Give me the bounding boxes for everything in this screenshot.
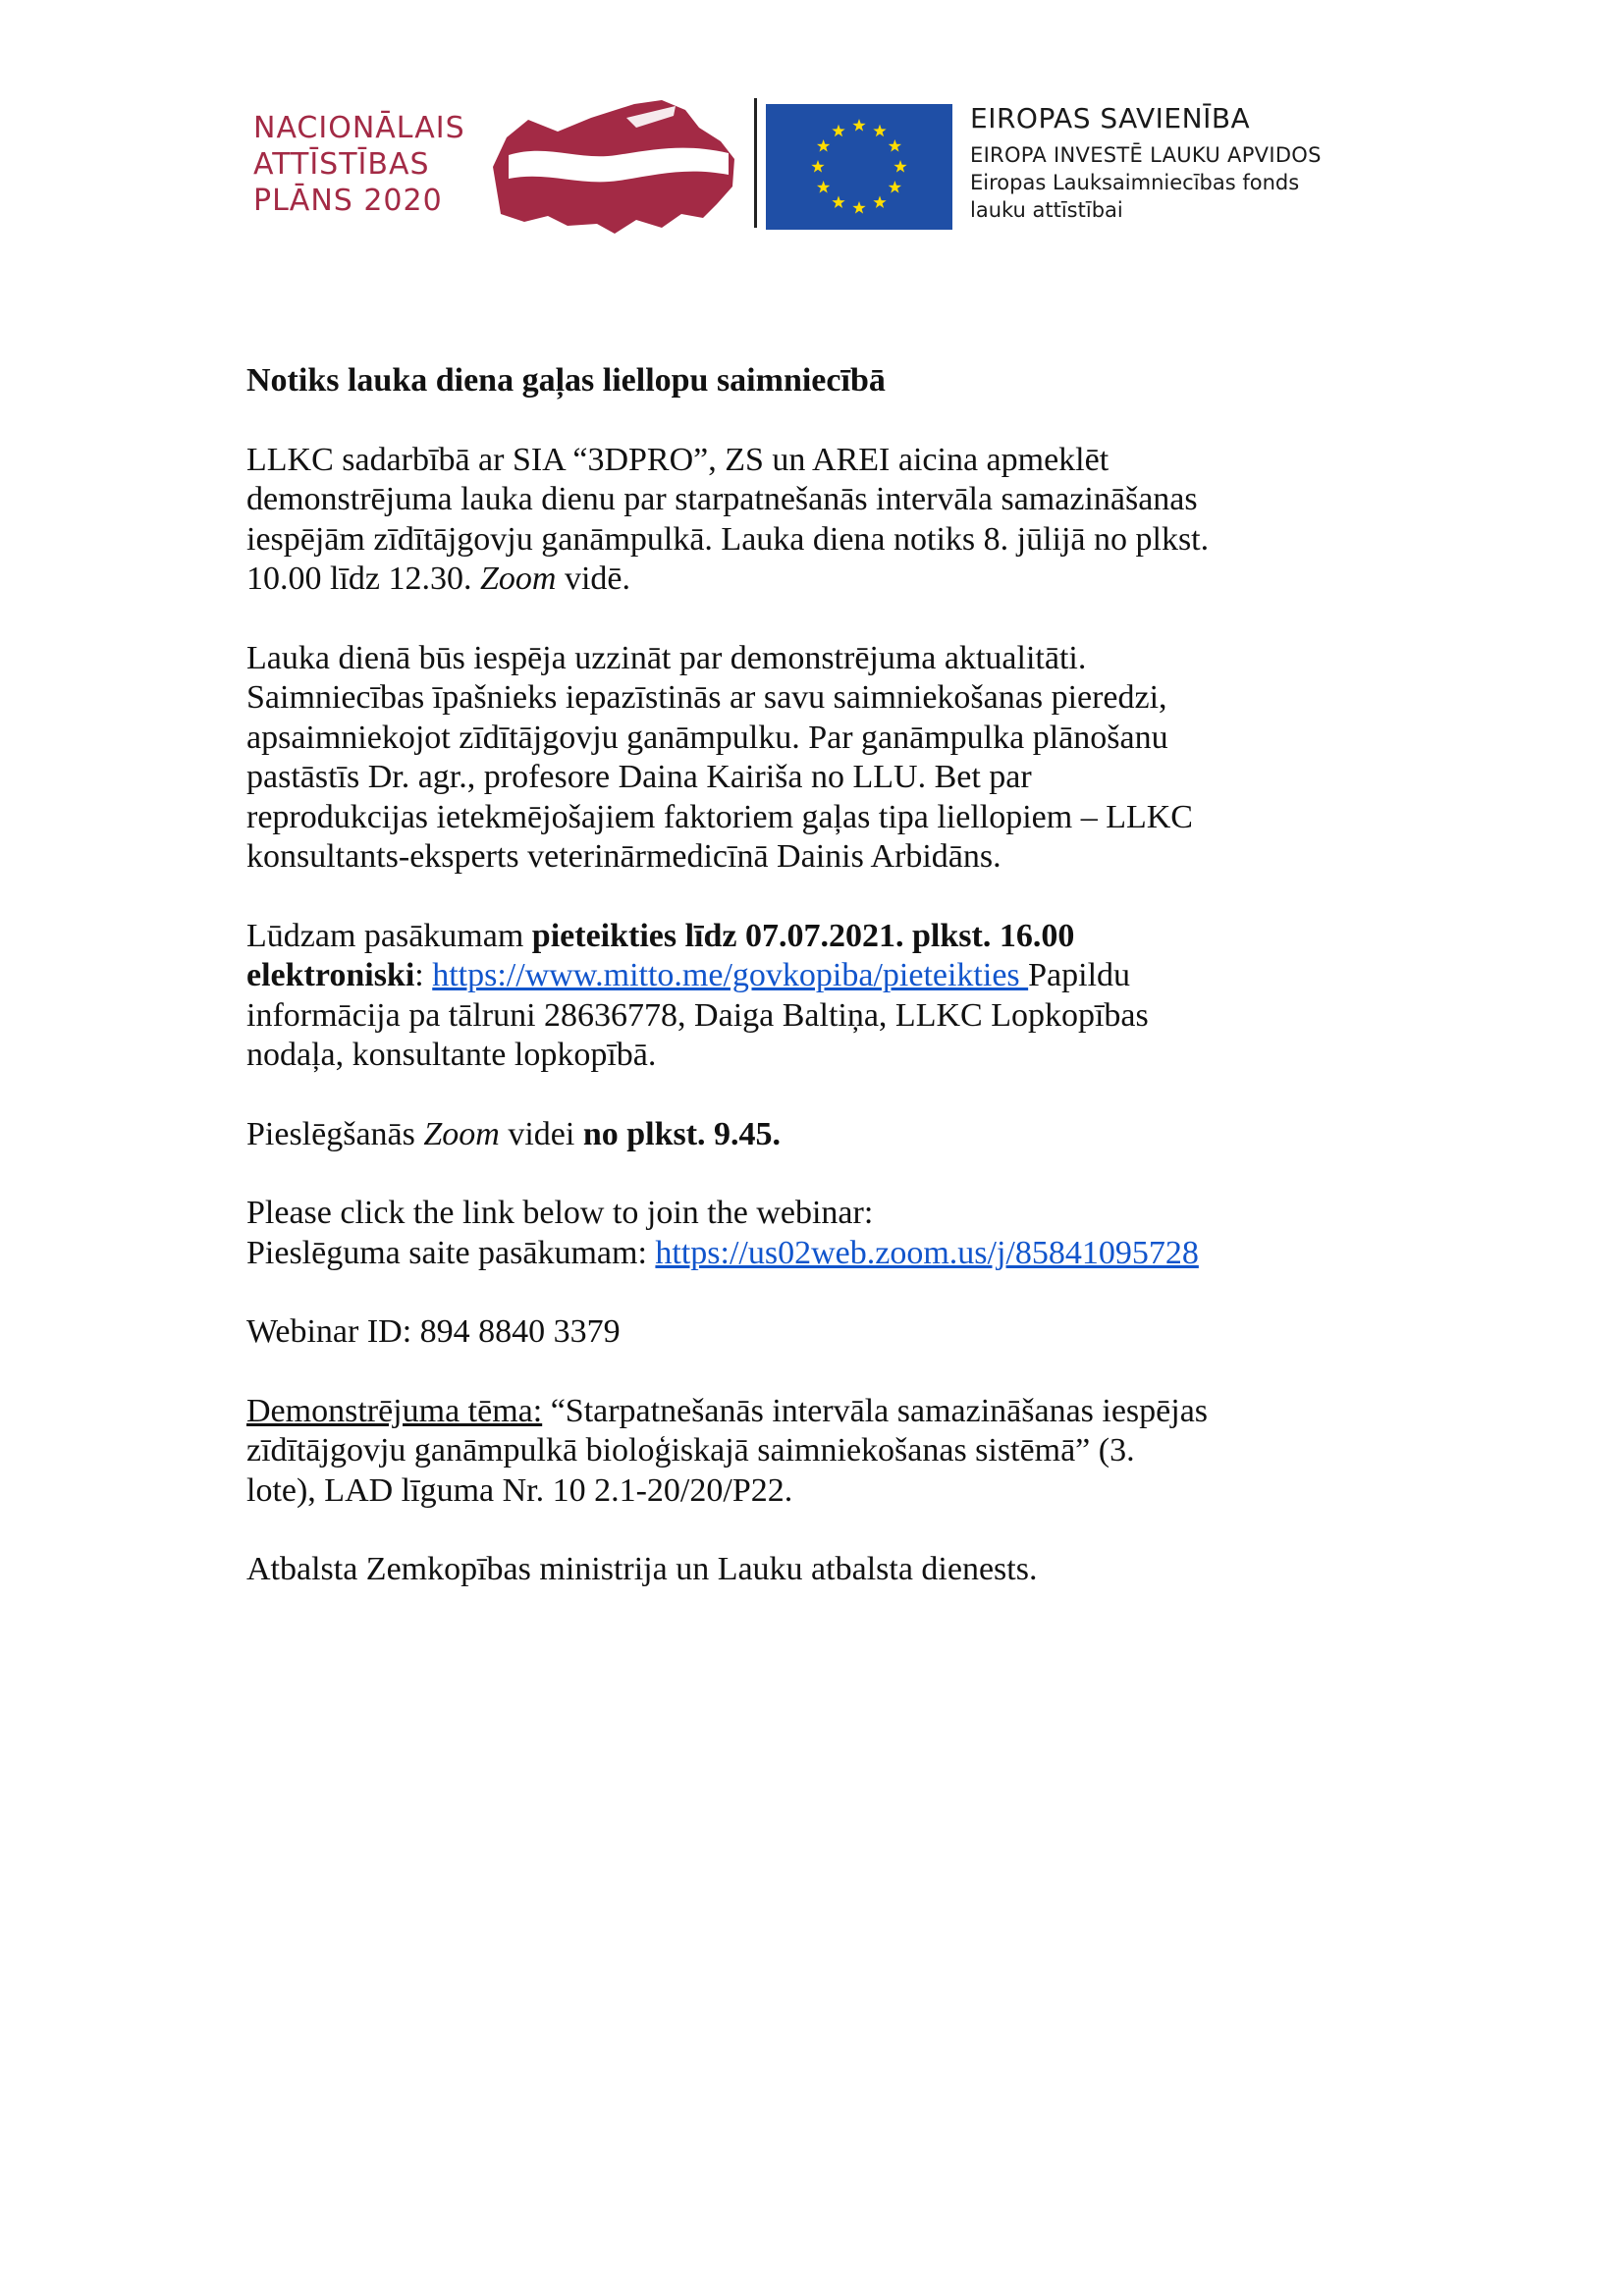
support-statement: Atbalsta Zemkopības ministrija un Lauku atbalsta dienests. (246, 1551, 1038, 1587)
eu-fund-name: Eiropas Lauksaimniecības fonds (970, 171, 1300, 194)
eu-fund-purpose: lauku attīstībai (970, 198, 1123, 222)
demonstration-topic-paragraph: Demonstrējuma tēma: “Starpatnešanās intervāla samazināšanas iespējas zīdītājgovju ganāmpulkā bioloģiskajā saimniekošanas sistēmā” (3. lote), LAD līguma Nr. 10 2.1-20/20/P22. (246, 1392, 1209, 1509)
latvia-map-logo (489, 98, 754, 236)
zoom-connect-paragraph: Pieslēgšanās Zoom videi no plkst. 9.45. (246, 1115, 782, 1152)
intro-paragraph: LLKC sadarbībā ar SIA “3DPRO”, ZS un AREI aicina apmeklēt demonstrējuma lauka dienu par starpatnešanās intervāla samazināšanas iespējām zīdītājgovju ganāmpulkā. Lauka diena notiks 8. jūlijā no plkst. 10.00 līdz 12.30. Zoom vidē. (246, 441, 1210, 597)
program-paragraph: Lauka dienā būs iespēja uzzināt par demonstrējuma aktualitāti. Saimniecības īpašnieks iepazīstinās ar savu saimniekošanas pieredzi, apsaimniekojot zīdītājgovju ganāmpulku. Par ganāmpulka plānošanu pastāstīs Dr. agr., profesore Daina Kairiša no LLU. Bet par reprodukcijas ietekmējošajiem faktoriem gaļas tipa liellopiem – LLKC konsultants-eksperts veterinārmedicīnā Dainis Arbidāns. (246, 639, 1193, 875)
webinar-id: Webinar ID: 894 8840 3379 (246, 1313, 621, 1350)
logo-divider (754, 98, 757, 228)
logo-header (253, 98, 1412, 236)
eu-title: EIROPAS SAVIENĪBA (970, 102, 1251, 134)
eu-subtitle: EIROPA INVESTĒ LAUKU APVIDOS (970, 143, 1322, 167)
webinar-link-paragraph: Please click the link below to join the webinar: Pieslēguma saite pasākumam: https://us02web.zoom.us/j/85841095728 (246, 1195, 1199, 1271)
nap2020-logo-text: NACIONĀLAIS ATTĪSTĪBAS PLĀNS 2020 (253, 111, 465, 218)
zoom-webinar-link[interactable]: https://us02web.zoom.us/j/85841095728 (655, 1234, 1199, 1271)
eu-flag-icon (766, 104, 952, 230)
eu-fund-text (970, 100, 1322, 224)
registration-paragraph: Lūdzam pasākumam pieteikties līdz 07.07.2021. plkst. 16.00 elektroniski: https://www.mitto.me/govkopiba/pieteikties Papildu informācija pa tālruni 28636778, Daiga Baltiņa, LLKC Lopkopības nodaļa, konsultante lopkopībā. (246, 917, 1149, 1073)
registration-link[interactable]: https://www.mitto.me/govkopiba/pieteikties (432, 957, 1029, 993)
document-title: Notiks lauka diena gaļas liellopu saimniecībā (246, 362, 886, 399)
document-body (246, 361, 1503, 1629)
